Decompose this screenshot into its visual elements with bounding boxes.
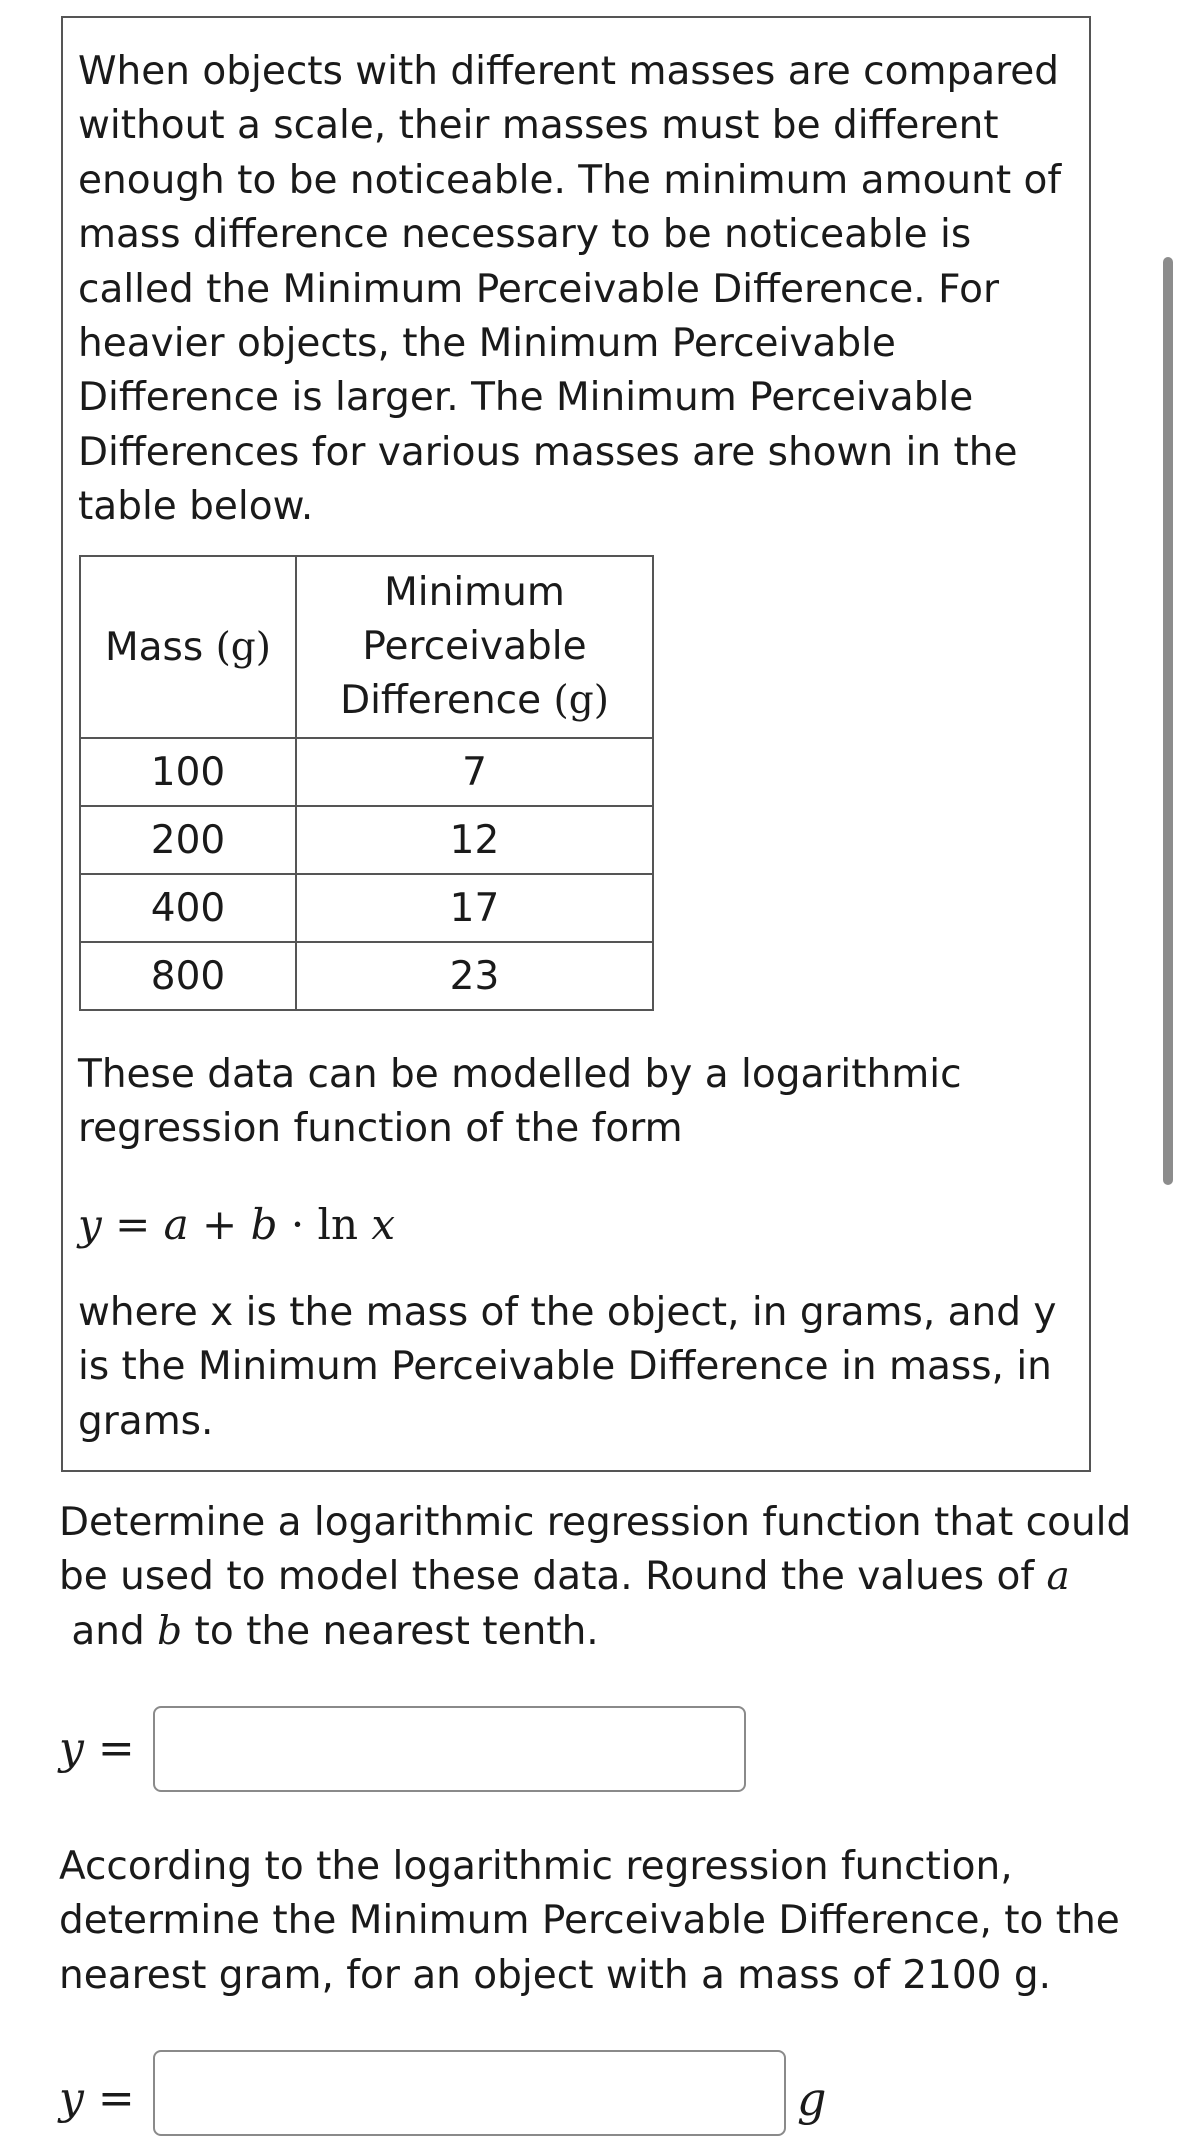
answer-1-input[interactable] [153,1706,746,1792]
mass-cell: 200 [80,806,296,874]
mpd-cell: 23 [296,942,653,1010]
formula-plus: + [188,1200,251,1249]
mpd-header [296,556,653,738]
mass-cell: 100 [80,738,296,806]
table-row [80,942,653,1010]
regression-formula [78,1198,395,1252]
formula-ln: ln [317,1200,372,1249]
mpd-cell: 7 [296,738,653,806]
mass-cell: 800 [80,942,296,1010]
question-2-text: According to the logarithmic regression function, determine the Minimum Perceivable Difference, to the nearest gram, for an object with a mass of 2100 g. [59,1844,1120,1998]
q1-text-start: Determine a logarithmic regression function that could be used to model these data. Round the values of [59,1500,1132,1600]
formula-x: x [371,1200,396,1249]
mass-header-label: Mass [105,624,204,670]
model-paragraph: These data can be modelled by a logarithmic regression function of the form [78,1052,962,1152]
answer-2-input[interactable] [153,2050,786,2136]
answer-2-label: y = [59,2073,135,2124]
q1-text-and: and [59,1608,158,1654]
mpd-cell: 17 [296,874,653,942]
mpd-header-unit: (g) [553,678,609,723]
formula-dot: · [277,1200,318,1249]
intro-paragraph: When objects with different masses are compared without a scale, their masses must be different enough to be noticeable. The minimum amount of mass difference necessary to be noticeable is called the Minimum Perceivable Difference. For heavier objects, the Minimum Perceivable Difference is larger. The Minimum Perceivable Differences for various masses are shown in the table below. [78,49,1062,530]
mass-header [80,556,296,738]
formula-b: b [250,1200,278,1249]
table-header-row [80,556,653,738]
where-paragraph: where x is the mass of the object, in grams, and y is the Minimum Perceivable Difference in mass, in grams. [78,1290,1057,1444]
answer-2-unit: g [797,2072,827,2126]
q1-var-a: a [1046,1554,1070,1600]
mpd-header-line2: Perceivable [362,624,587,669]
mpd-header-line3: Difference [340,678,542,723]
q1-text-end: to the nearest tenth. [182,1608,599,1654]
mass-cell: 400 [80,874,296,942]
question-1-text [59,1496,1139,1659]
formula-a: a [163,1200,189,1249]
mpd-cell: 12 [296,806,653,874]
table-row [80,874,653,942]
table-row [80,738,653,806]
table-row [80,806,653,874]
answer-1-label: y = [59,1723,135,1774]
mass-header-unit: (g) [215,624,271,670]
mpd-header-line1: Minimum [384,570,565,615]
info-box [61,16,1091,1472]
q1-var-b: b [157,1608,183,1654]
scrollbar[interactable] [1163,257,1173,1185]
data-table [79,555,654,1011]
formula-y: y [78,1200,102,1249]
formula-equals: = [101,1200,164,1249]
